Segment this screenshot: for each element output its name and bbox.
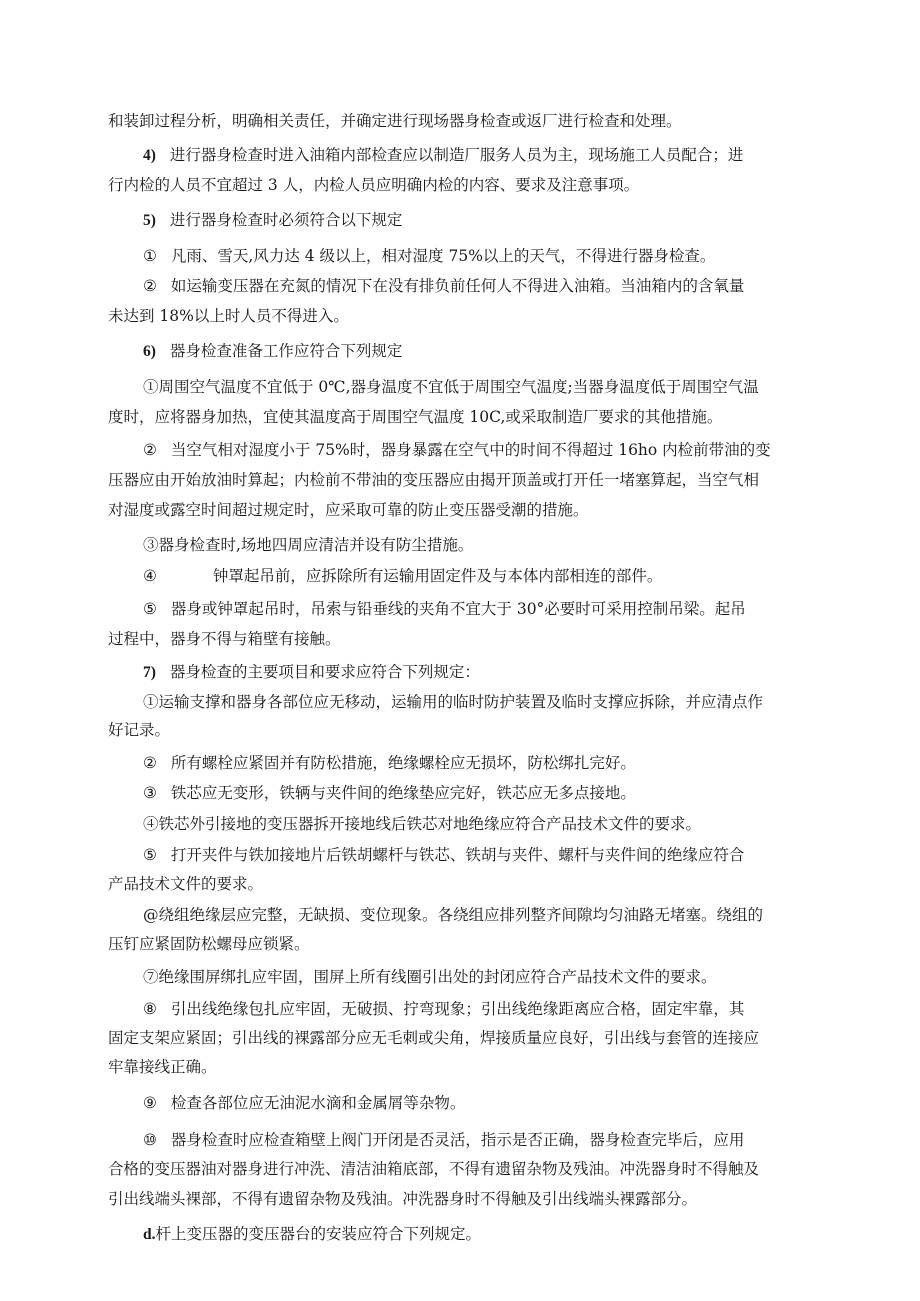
circled-number: ⑩ — [143, 1131, 157, 1149]
sub-item: ② 如运输变压器在充氮的情况下在没有排负前任何人不得进入油箱。当油箱内的含氧量 — [143, 277, 745, 295]
list-item-6: 6) 器身检查准备工作应符合下列规定 — [143, 342, 403, 360]
paragraph-line: 固定支架应紧固；引出线的裸露部分应无毛刺或尖角，焊接质量应良好，引出线与套管的连接应 — [108, 1029, 760, 1047]
sub-item: ⑨ 检查各部位应无油泥水滴和金属屑等杂物。 — [143, 1094, 466, 1112]
paragraph-line: 行内检的人员不宜超过 3 人，内检人员应明确内检的内容、要求及注意事项。 — [108, 176, 640, 194]
sub-item: ③器身检查时,场地四周应清洁并设有防尘措施。 — [143, 536, 474, 554]
item-number: 7) — [143, 664, 156, 681]
sub-item: @绕组绝缘层应完整，无缺损、变位现象。各绕组应排列整齐间隙均匀油路无堵塞。绕组的 — [143, 906, 764, 924]
circled-number: ② — [143, 441, 157, 459]
circled-number: ① — [143, 247, 157, 265]
circled-number: ⑨ — [143, 1094, 157, 1112]
sub-item: ⑧ 引出线绝缘包扎应牢固，无破损、拧弯现象；引出线绝缘距离应合格，固定牢靠，其 — [143, 1000, 745, 1018]
paragraph-line: 产品技术文件的要求。 — [108, 875, 264, 893]
sub-item: ①运输支撑和器身各部位应无移动，运输用的临时防护装置及临时支撑应拆除，并应清点作 — [143, 693, 764, 711]
section-heading-d: d.杆上变压器的变压器台的安装应符合下列规定。 — [143, 1225, 482, 1243]
item-number: d. — [143, 1226, 156, 1243]
paragraph-line: 压器应由开始放油时算起；内检前不带油的变压器应由揭开顶盖或打开任一堵塞算起，当空气相 — [108, 471, 760, 489]
list-item-5: 5) 进行器身检查时必须符合以下规定 — [143, 211, 403, 229]
sub-item: ⑩ 器身检查时应检查箱壁上阀门开闭是否灵活，指示是否正确，器身检查完毕后，应用 — [143, 1131, 745, 1149]
sub-item: ① 凡雨、雪天,风力达 4 级以上，相对湿度 75%以上的天气，不得进行器身检查。 — [143, 247, 716, 265]
sub-item: ④ 钟罩起吊前，应拆除所有运输用固定件及与本体内部相连的部件。 — [143, 567, 663, 585]
circled-number: ③ — [143, 784, 157, 802]
list-item-4: 4) 进行器身检查时进入油箱内部检查应以制造厂服务人员为主，现场施工人员配合；进 — [143, 146, 744, 164]
paragraph-line: 牢靠接线正确。 — [108, 1058, 217, 1076]
paragraph-line: 度时，应将器身加热，宜使其温度高于周围空气温度 10C,或采取制造厂要求的其他措施。 — [108, 408, 723, 426]
sub-item: ④铁芯外引接地的变压器拆开接地线后铁芯对地绝缘应符合产品技术文件的要求。 — [143, 815, 702, 833]
item-number: 5) — [143, 212, 156, 229]
circled-number: ② — [143, 277, 157, 295]
circled-number: ⑤ — [143, 846, 157, 864]
circled-number: ④ — [143, 567, 157, 585]
sub-item: ② 当空气相对湿度小于 75%时，器身暴露在空气中的时间不得超过 16ho 内检前带油的变 — [143, 441, 771, 459]
circled-number: ⑧ — [143, 1000, 157, 1018]
paragraph-line: 引出线端头裸部，不得有遗留杂物及残油。冲洗器身时不得触及引出线端头裸露部分。 — [108, 1190, 698, 1208]
sub-item: ⑦绝缘围屏绑扎应牢固，围屏上所有线圈引出处的封闭应符合产品技术文件的要求。 — [143, 968, 717, 986]
sub-item: ⑤ 器身或钟罩起吊时，吊索与铅垂线的夹角不宜大于 30°必要时可采用控制吊梁。起吊 — [143, 600, 746, 618]
paragraph-line: 压钉应紧固防松螺母应锁紧。 — [108, 935, 310, 953]
item-number: 4) — [143, 147, 156, 164]
paragraph-line: 好记录。 — [108, 721, 171, 739]
paragraph-line: 和装卸过程分析，明确相关责任，并确定进行现场器身检查或返厂进行检查和处理。 — [108, 112, 682, 130]
item-number: 6) — [143, 343, 156, 360]
sub-item: ①周围空气温度不宜低于 0℃,器身温度不宜低于周围空气温度;当器身温度低于周围空气温 — [143, 378, 759, 396]
paragraph-line: 合格的变压器油对器身进行冲洗、清洁油箱底部，不得有遗留杂物及残油。冲洗器身时不得触及 — [108, 1160, 760, 1178]
list-item-7: 7) 器身检查的主要项目和要求应符合下列规定： — [143, 663, 480, 681]
sub-item: ⑤ 打开夹件与铁加接地片后铁胡螺杆与铁芯、铁胡与夹件、螺杆与夹件间的绝缘应符合 — [143, 846, 745, 864]
paragraph-line: 未达到 18%以上时人员不得进入。 — [108, 307, 349, 325]
paragraph-line: 对湿度或露空时间超过规定时，应采取可靠的防止变压器受潮的措施。 — [108, 501, 589, 519]
circled-number: ② — [143, 754, 157, 772]
sub-item: ② 所有螺栓应紧固并有防松措施，绝缘螺栓应无损坏，防松绑扎完好。 — [143, 754, 636, 772]
sub-item: ③ 铁芯应无变形，铁辆与夹件间的绝缘垫应完好，铁芯应无多点接地。 — [143, 784, 636, 802]
paragraph-line: 过程中，器身不得与箱壁有接触。 — [108, 630, 341, 648]
circled-number: ⑤ — [143, 600, 157, 618]
